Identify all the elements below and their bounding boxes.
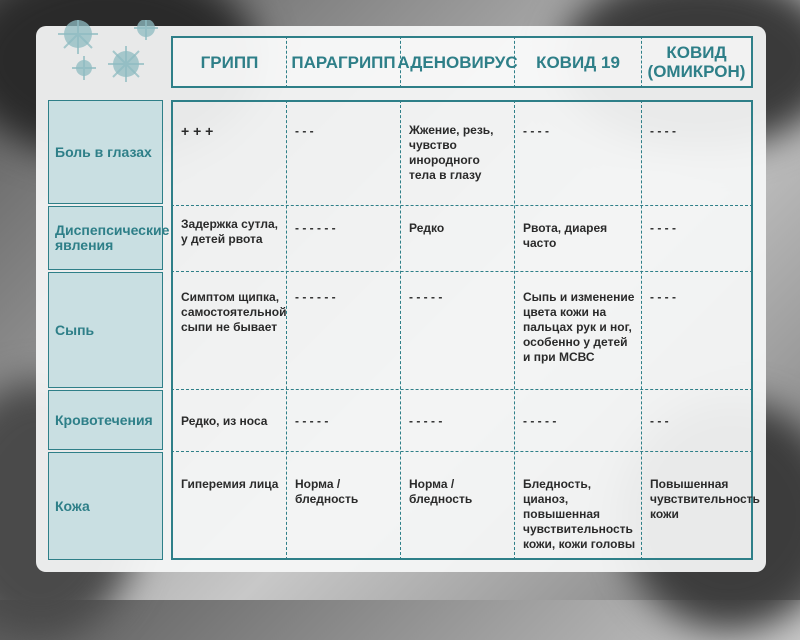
cell-skin-parainfluenza: Норма / бледность — [295, 477, 359, 506]
cell-eye-pain-adenovirus: Жжение, резь, чувство инородного тела в глазу — [409, 123, 494, 182]
cell-eye-pain-flu: + + + — [181, 123, 214, 139]
cell-skin-flu: Гиперемия лица — [181, 477, 279, 491]
cell-bleeding-omicron: - - - — [650, 414, 669, 428]
row-label-rash: Сыпь — [48, 272, 163, 388]
cell-bleeding-covid19: - - - - - — [523, 414, 557, 428]
column-divider — [514, 100, 515, 560]
cell-dyspepsia-covid19: Рвота, диарея часто — [523, 221, 608, 250]
cell-rash-covid19: Сыпь и изменение цвета кожи на пальцах рук и ног, особенно у детей и при МСВС — [523, 290, 635, 364]
cell-dyspepsia-flu: Задержка сутла, у детей рвота — [181, 217, 279, 246]
cell-rash-flu: Симптом щипка, самостоятельной сыпи не бывает — [181, 290, 287, 334]
cell-eye-pain-parainfluenza: - - - — [295, 124, 314, 138]
column-divider — [400, 100, 401, 560]
column-divider — [286, 100, 287, 560]
column-divider — [641, 100, 642, 560]
header-parainfluenza: ПАРАГРИПП — [291, 52, 396, 72]
row-label-bleeding: Кровотечения — [48, 390, 163, 450]
cell-skin-covid19: Бледность, цианоз, повышенная чувствительность кожи, кожи головы — [523, 477, 636, 551]
header-covid-omicron: КОВИД (ОМИКРОН) — [647, 43, 746, 81]
cell-dyspepsia-adenovirus: Редко — [409, 221, 445, 235]
cell-bleeding-parainfluenza: - - - - - — [295, 414, 329, 428]
cell-dyspepsia-parainfluenza: - - - - - - — [295, 221, 336, 235]
row-label-dyspepsia: Диспепсические явления — [48, 206, 163, 270]
cell-rash-omicron: - - - - — [650, 290, 676, 304]
cell-bleeding-flu: Редко, из носа — [181, 414, 268, 428]
cell-bleeding-adenovirus: - - - - - — [409, 414, 443, 428]
header-adenovirus: АДЕНОВИРУС — [397, 52, 518, 72]
cell-eye-pain-omicron: - - - - — [650, 124, 676, 138]
row-divider — [171, 389, 753, 390]
cell-rash-adenovirus: - - - - - — [409, 290, 443, 304]
row-label-skin: Кожа — [48, 452, 163, 560]
cell-dyspepsia-omicron: - - - - — [650, 221, 676, 235]
header-covid19: КОВИД 19 — [536, 52, 620, 72]
row-divider — [171, 205, 753, 206]
cell-skin-omicron: Повышенная чувствительность кожи — [650, 477, 760, 521]
comparison-card — [36, 26, 766, 572]
cell-skin-adenovirus: Норма / бледность — [409, 477, 473, 506]
virus-decoration-icon — [46, 20, 166, 96]
cell-eye-pain-covid19: - - - - — [523, 124, 549, 138]
row-label-eye-pain: Боль в глазах — [48, 100, 163, 204]
cell-rash-parainfluenza: - - - - - - — [295, 290, 336, 304]
header-flu: ГРИПП — [200, 52, 259, 72]
row-divider — [171, 271, 753, 272]
row-divider — [171, 451, 753, 452]
